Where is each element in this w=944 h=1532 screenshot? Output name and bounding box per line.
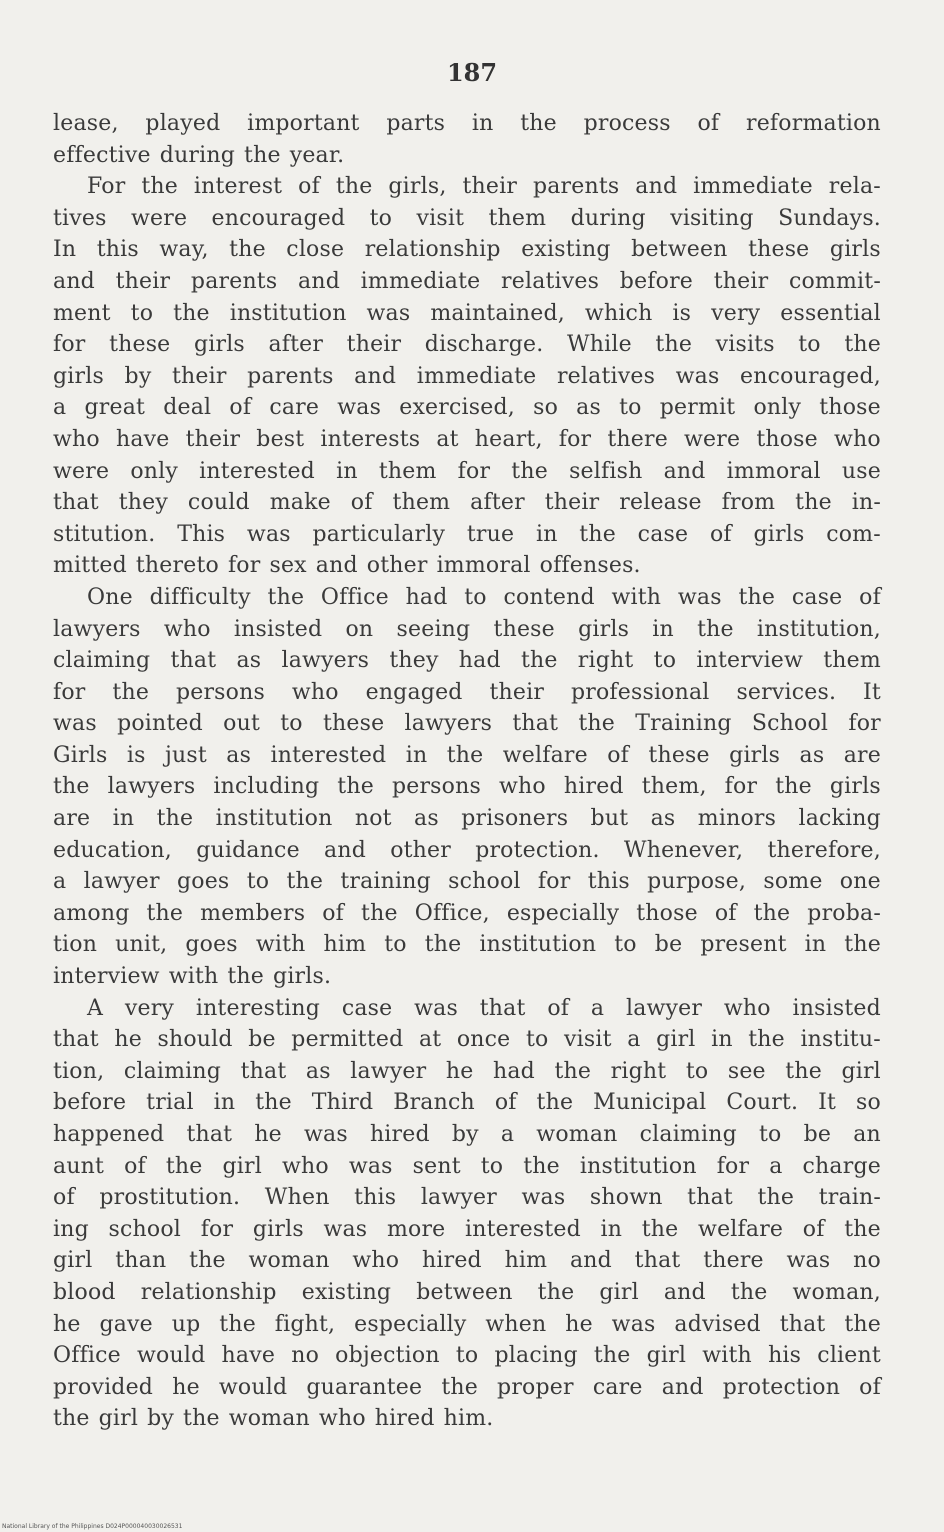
text-line: were only interested in them for the selfish and immoral use xyxy=(53,458,881,484)
text-line: girl than the woman who hired him and that there was no xyxy=(53,1248,881,1274)
text-line: lawyers who insisted on seeing these girls in the institution, xyxy=(53,616,881,642)
text-line: happened that he was hired by a woman claiming to be an xyxy=(53,1122,881,1147)
text-line: among the members of the Office, especially those of the proba- xyxy=(53,900,881,926)
text-line: stitution. This was particularly true in the case of girls com- xyxy=(53,521,881,547)
text-line: aunt of the girl who was sent to the institution for a charge xyxy=(53,1153,881,1179)
text-line: the girl by the woman who hired him. xyxy=(53,1406,494,1432)
text-line: interview with the girls. xyxy=(53,964,332,990)
text-line: that they could make of them after their release from the in- xyxy=(53,490,881,516)
text-line: of prostitution. When this lawyer was shown that the train- xyxy=(53,1185,881,1211)
text-line: he gave up the fight, especially when he was advised that the xyxy=(53,1311,881,1337)
page-number: 187 xyxy=(446,58,498,87)
text-line: lease, played important parts in the process of reformation xyxy=(53,111,881,136)
archive-footer: National Library of the Philippines D024P000040030026531 xyxy=(2,1523,183,1530)
text-line: that he should be permitted at once to visit a girl in the institu- xyxy=(53,1027,881,1053)
text-line: and their parents and immediate relatives before their commit- xyxy=(53,268,881,294)
document-body xyxy=(53,108,881,1435)
text-line: A very interesting case was that of a lawyer who insisted xyxy=(87,995,881,1021)
text-line: a great deal of care was exercised, so as to permit only those xyxy=(53,395,881,421)
text-line: a lawyer goes to the training school for this purpose, some one xyxy=(53,869,881,895)
text-line: before trial in the Third Branch of the Municipal Court. It so xyxy=(53,1090,881,1116)
text-line: tives were encouraged to visit them during visiting Sundays. xyxy=(53,205,881,231)
text-line: are in the institution not as prisoners but as minors lacking xyxy=(53,806,881,832)
text-line: For the interest of the girls, their parents and immediate rela- xyxy=(87,174,881,200)
text-line: tion, claiming that as lawyer he had the right to see the girl xyxy=(53,1058,881,1084)
text-line: Office would have no objection to placing the girl with his client xyxy=(53,1343,881,1369)
text-line: who have their best interests at heart, for there were those who xyxy=(53,426,881,452)
text-line: ing school for girls was more interested in the welfare of the xyxy=(53,1216,881,1242)
text-line: education, guidance and other protection. Whenever, therefore, xyxy=(53,837,881,863)
text-line: claiming that as lawyers they had the right to interview them xyxy=(53,648,881,674)
text-line: was pointed out to these lawyers that the Training School for xyxy=(53,711,881,737)
text-line: Girls is just as interested in the welfare of these girls as are xyxy=(53,742,881,768)
text-line: provided he would guarantee the proper care and protection of xyxy=(53,1374,881,1400)
text-line: blood relationship existing between the girl and the woman, xyxy=(53,1279,881,1305)
text-line: tion unit, goes with him to the institution to be present in the xyxy=(53,932,881,958)
text-line: In this way, the close relationship existing between these girls xyxy=(53,237,881,263)
text-line: for these girls after their discharge. While the visits to the xyxy=(53,332,881,358)
text-line: mitted thereto for sex and other immoral offenses. xyxy=(53,553,641,579)
text-line: ment to the institution was maintained, which is very essential xyxy=(53,300,881,326)
text-line: One difficulty the Office had to contend with was the case of xyxy=(87,584,881,610)
text-line: effective during the year. xyxy=(53,142,345,168)
text-line: girls by their parents and immediate relatives was encouraged, xyxy=(53,363,881,389)
text-line: for the persons who engaged their professional services. It xyxy=(53,679,881,705)
text-line: the lawyers including the persons who hired them, for the girls xyxy=(53,774,881,800)
